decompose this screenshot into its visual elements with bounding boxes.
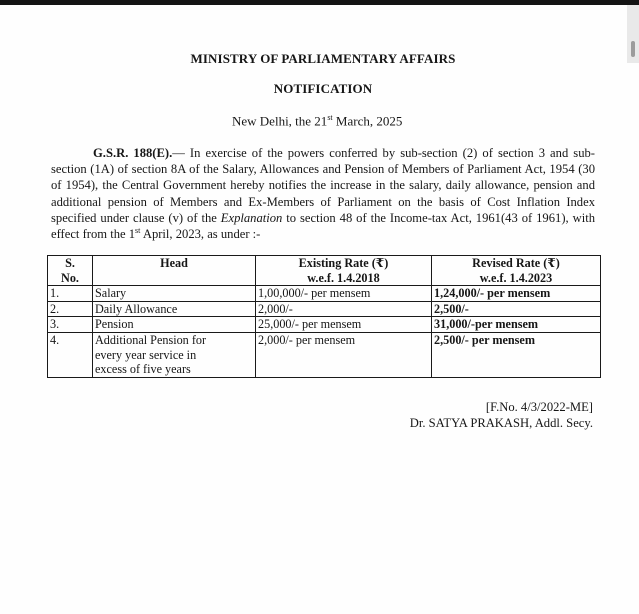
- cell-sno: 2.: [48, 301, 93, 317]
- cell-sno: 1.: [48, 286, 93, 302]
- cell-revised: 2,500/- per mensem: [432, 332, 601, 377]
- signatory: Dr. SATYA PRAKASH, Addl. Secy.: [409, 416, 593, 430]
- table-row: [48, 301, 601, 317]
- cell-head: Daily Allowance: [93, 301, 256, 317]
- body-ordinal: st: [135, 225, 141, 235]
- date-rest: March, 2025: [332, 113, 403, 129]
- header-head: Head: [93, 256, 256, 286]
- body-explanation: Explanation: [220, 210, 283, 225]
- cell-revised: 31,000/-per mensem: [432, 317, 601, 333]
- rates-table: [47, 255, 601, 378]
- header-existing-rate: Existing Rate (₹) w.e.f. 1.4.2018: [256, 256, 432, 286]
- cell-head: Pension: [93, 317, 256, 333]
- cell-revised: 1,24,000/- per mensem: [432, 286, 601, 302]
- cell-revised: 2,500/-: [432, 301, 601, 317]
- cell-head: Salary: [93, 286, 256, 302]
- header-sno: S. No.: [48, 256, 93, 286]
- ministry-title: MINISTRY OF PARLIAMENTARY AFFAIRS: [190, 51, 456, 66]
- cell-sno: 3.: [48, 317, 93, 333]
- cell-sno: 4.: [48, 332, 93, 377]
- cell-head: Additional Pension for every year service in excess of five years: [93, 332, 256, 377]
- body-text-2: to section 48 of the Income-tax Act, 1961(43 of 1961), with effect from the 1: [51, 210, 595, 242]
- notification-body: [51, 145, 595, 242]
- gsr-number: G.S.R. 188(E).: [93, 146, 173, 160]
- body-text-3: April, 2023, as under :-: [140, 227, 261, 242]
- cell-existing: 1,00,000/- per mensem: [256, 286, 432, 302]
- date-prefix: New Delhi, the 21: [232, 113, 328, 129]
- file-number: [F.No. 4/3/2022-ME]: [485, 400, 593, 414]
- table-row: [48, 286, 601, 302]
- body-text-1: — In exercise of the powers conferred by sub-section (2) of section 3 and sub-section (1A) of section 8A of the Salary, Allowances and Pension of Members of Parliament Act, 1954 (30 of 1954), the Central Government hereby notifies the increase in the salary, daily allowance, pension and additional pension of Members and Ex-Members of Parliament on the basis of Cost Inflation Index specified under clause (v) of the: [51, 146, 596, 225]
- header-revised-rate: Revised Rate (₹) w.e.f. 1.4.2023: [432, 256, 601, 286]
- cell-existing: 2,000/-: [256, 301, 432, 317]
- table-header-row: [48, 256, 601, 286]
- date-ordinal: st: [327, 113, 333, 122]
- dateline: [232, 113, 402, 129]
- cell-existing: 2,000/- per mensem: [256, 332, 432, 377]
- notification-heading: NOTIFICATION: [273, 81, 373, 96]
- table-row: [48, 332, 601, 377]
- cell-existing: 25,000/- per mensem: [256, 317, 432, 333]
- table-row: [48, 317, 601, 333]
